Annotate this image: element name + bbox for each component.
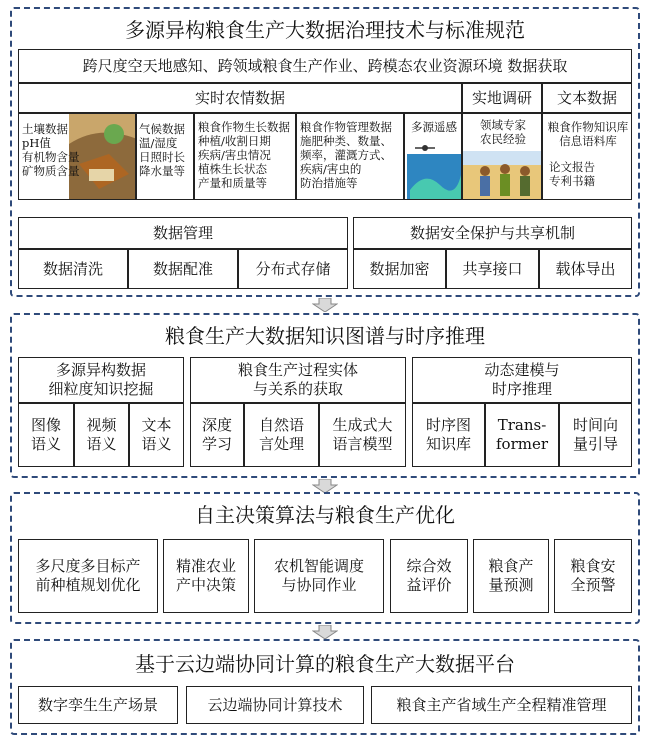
data-encryption-box: 数据加密 (353, 249, 446, 289)
soil-data-text: 土壤数据 pH值 有机物含量 矿物质含量 (22, 122, 80, 178)
data-security-header: 数据安全保护与共享机制 (353, 217, 632, 249)
llm-box: 生成式大 语言模型 (319, 403, 406, 467)
section4-title: 基于云边端协同计算的粮食生产大数据平台 (135, 652, 515, 676)
text-semantic-box: 文本 语义 (129, 403, 184, 467)
data-cleaning-box: 数据清洗 (18, 249, 128, 289)
carrier-export-box: 载体导出 (539, 249, 632, 289)
expert-text: 领域专家 农民经验 (480, 118, 526, 146)
time-vector-box: 时间向 量引导 (559, 403, 632, 467)
entity-relation-header: 粮食生产过程实体 与关系的获取 (190, 357, 406, 403)
planning-optimization-box: 多尺度多目标产 前种植规划优化 (18, 539, 158, 613)
cloud-edge-box: 云边端协同计算技术 (186, 686, 364, 724)
share-interface-box: 共享接口 (446, 249, 539, 289)
remote-sensing-cell (404, 113, 462, 200)
temporal-kg-box: 时序图 知识库 (412, 403, 485, 467)
province-management-box: 粮食主产省域生产全程精准管理 (371, 686, 632, 724)
machinery-scheduling-box: 农机智能调度 与协同作业 (254, 539, 384, 613)
food-security-warning-box: 粮食安 全预警 (554, 539, 632, 613)
realtime-data-header: 实时农情数据 (18, 83, 462, 113)
corpus-text: 粮食作物知识库 信息语料库 (547, 120, 629, 148)
transformer-box: Trans- former (485, 403, 559, 467)
digital-twin-box: 数字孪生生产场景 (18, 686, 178, 724)
video-semantic-box: 视频 语义 (74, 403, 129, 467)
weather-data-cell (136, 113, 194, 200)
knowledge-mining-header: 多源异构数据 细粒度知识挖掘 (18, 357, 184, 403)
weather-data-text: 气候数据 温/湿度 日照时长 降水量等 (139, 122, 185, 178)
data-management-header: 数据管理 (18, 217, 348, 249)
temporal-reasoning-header: 动态建模与 时序推理 (412, 357, 632, 403)
management-data-text: 粮食作物管理数据 施肥种类、数量、 频率，灌溉方式、 疾病/害虫的 防治措施等 (300, 120, 392, 190)
text-data-cell (542, 113, 632, 200)
growth-data-cell (194, 113, 296, 200)
data-registration-box: 数据配准 (128, 249, 238, 289)
nlp-box: 自然语 言处理 (244, 403, 319, 467)
precision-decision-box: 精准农业 产中决策 (163, 539, 249, 613)
distributed-storage-box: 分布式存储 (238, 249, 348, 289)
remote-sensing-label: 多源遥感 (411, 120, 457, 134)
expert-cell (462, 113, 542, 200)
section1-title: 多源异构粮食生产大数据治理技术与标准规范 (125, 18, 525, 42)
farmers-photo-image (463, 151, 542, 200)
soil-data-cell (18, 113, 136, 200)
benefit-evaluation-box: 综合效 益评价 (390, 539, 468, 613)
remote-sensing-image (405, 140, 462, 200)
field-survey-header: 实地调研 (462, 83, 542, 113)
down-arrow-icon (312, 625, 338, 639)
down-arrow-icon (312, 298, 338, 312)
section2-title: 粮食生产大数据知识图谱与时序推理 (165, 324, 485, 348)
yield-forecast-box: 粮食产 量预测 (473, 539, 549, 613)
image-semantic-box: 图像 语义 (18, 403, 74, 467)
growth-data-text: 粮食作物生长数据 种植/收割日期 疾病/害虫情况 植株生长状态 产量和质量等 (198, 120, 290, 190)
report-text: 论文报告 专利书籍 (549, 160, 595, 188)
section3-title: 自主决策算法与粮食生产优化 (195, 503, 455, 527)
down-arrow-icon (312, 479, 338, 493)
text-data-header: 文本数据 (542, 83, 632, 113)
management-data-cell (296, 113, 404, 200)
deep-learning-box: 深度 学习 (190, 403, 244, 467)
acquisition-box: 跨尺度空天地感知、跨领域粮食生产作业、跨模态农业资源环境 数据获取 (18, 49, 632, 83)
